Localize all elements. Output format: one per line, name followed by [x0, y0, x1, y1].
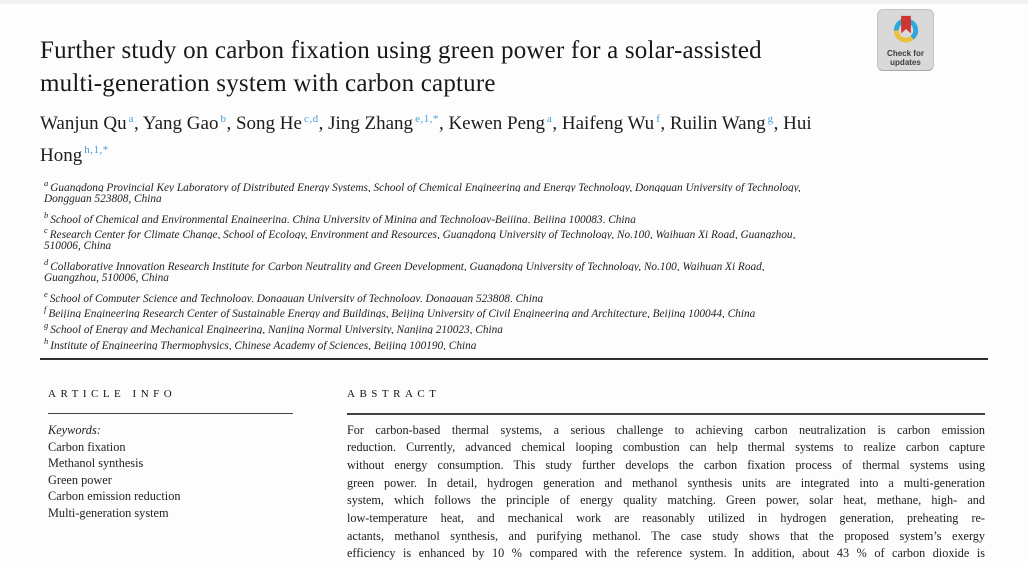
keywords-list	[48, 439, 293, 522]
author-affiliation-superscript: b	[220, 113, 227, 125]
author-affiliation-superscript: a	[128, 113, 134, 125]
affiliation-text: Institute of Engineering Thermophysics, Chinese Academy of Sciences, Beijing 100190, China	[50, 339, 477, 350]
author	[670, 113, 783, 134]
page-top-edge	[0, 0, 1028, 4]
affiliation-text: Guangzhou, 510006, China	[44, 271, 169, 284]
crossmark-logo-icon	[889, 13, 923, 49]
affiliation-line	[44, 192, 994, 208]
author	[236, 113, 328, 134]
affiliation-superscript: e	[44, 288, 48, 299]
affiliation-text: Research Center for Climate Change, School of Ecology, Environment and Resources, Guangdong University of Technology, No.100, Waihuan Xi Road, Guangzhou,	[49, 229, 796, 240]
affiliation-line	[44, 287, 994, 303]
author	[562, 113, 670, 134]
affiliation-line	[44, 223, 994, 239]
badge-label-line2: updates	[890, 58, 921, 67]
author-affiliation-superscript: e,1,*	[415, 113, 439, 125]
affiliation-line	[44, 318, 994, 334]
abstract-line: system, which follows the principle of energy quality matching. Green power, solar heat, methane, high- and	[347, 493, 985, 508]
keyword: Multi-generation system	[48, 505, 169, 520]
affiliation-list	[44, 176, 994, 350]
affiliation-superscript: c	[44, 225, 48, 236]
author-name: Kewen Peng	[448, 113, 546, 135]
affiliation-text: Guangdong Provincial Key Laboratory of Distributed Energy Systems, School of Chemical Engineering and Energy Technology, Dongguan University of Technology,	[50, 181, 801, 192]
author	[40, 113, 143, 134]
affiliation-superscript: h	[44, 335, 49, 346]
author-name: Yang Gao	[142, 113, 219, 135]
abstract-line: actants, methanol synthesis, and purifying methanol. The case study shows that the proposed system’s exergy	[347, 528, 985, 543]
badge-label-line1: Check for	[887, 49, 924, 58]
affiliation-line	[44, 302, 994, 318]
abstract-line: without energy consumption. This study further develops the carbon fixation process of thermal systems using	[347, 457, 985, 472]
abstract-section	[347, 388, 985, 562]
affiliation-text: School of Energy and Mechanical Engineering, Nanjing Normal University, Nanjing 210023, China	[50, 323, 503, 334]
affiliation-superscript: d	[44, 256, 49, 267]
affiliation-superscript: f	[44, 304, 47, 315]
affiliation-line	[44, 239, 994, 255]
author-name: Ruilin Wang	[669, 113, 766, 135]
affiliation-text: School of Chemical and Environmental Engineering, China University of Mining and Technology-Beijing, Beijing 100083, China	[50, 213, 636, 224]
affiliation-line	[44, 208, 994, 224]
affiliation-line	[44, 255, 994, 271]
author	[328, 113, 448, 134]
author-list	[40, 106, 860, 169]
author-name: Hui Hong	[40, 113, 812, 166]
author	[448, 113, 561, 134]
abstract-line: efficiency is enhanced by 10 % compared with the reference system. In addition, about 43 % of carbon dioxide is	[347, 546, 985, 561]
affiliation-text: Collaborative Innovation Research Institute for Carbon Neutrality and Green Development, Guangdong University of Technology, No.100, Waihuan Xi Road,	[50, 260, 765, 271]
author-affiliation-superscript: a	[547, 113, 553, 125]
author-name: Song He	[235, 113, 302, 135]
author-name: Wanjun Qu	[40, 113, 127, 135]
paper-title	[40, 34, 880, 100]
section-divider	[40, 358, 988, 360]
author-name: Haifeng Wu	[561, 113, 655, 135]
affiliation-line	[44, 176, 994, 192]
abstract-line: For carbon-based thermal systems, a serious challenge to achieving carbon neutralization is carbon emission	[347, 422, 985, 437]
affiliation-superscript: a	[44, 178, 49, 188]
abstract-heading: ABSTRACT	[347, 388, 441, 400]
article-info-section	[48, 388, 293, 521]
keyword: Methanol synthesis	[48, 456, 144, 470]
keyword: Green power	[48, 472, 112, 487]
article-info-heading: ARTICLE INFO	[48, 388, 177, 400]
keyword: Carbon fixation	[48, 439, 126, 454]
affiliation-superscript: g	[44, 320, 49, 331]
abstract-line: green power. In detail, hydrogen generation and methanol synthesis units are integrated into a multi-generation	[347, 475, 985, 490]
author-affiliation-superscript: g	[767, 113, 774, 125]
affiliation-line	[44, 271, 994, 287]
abstract-text	[347, 422, 985, 562]
author	[143, 113, 236, 134]
affiliation-text: School of Computer Science and Technology, Dongguan University of Technology, Dongguan 523808, China	[49, 292, 544, 303]
author-affiliation-superscript: f	[656, 113, 661, 125]
article-info-rule	[48, 413, 293, 414]
abstract-line: low-temperature heat, and mechanical work are reasonably utilized in hydrogen generation, preheating re-	[347, 510, 985, 525]
abstract-rule	[347, 413, 985, 415]
paper-title-line: multi-generation system with carbon capture	[40, 70, 496, 97]
keyword: Carbon emission reduction	[48, 489, 181, 503]
author-affiliation-superscript: h,1,*	[84, 144, 109, 157]
affiliation-text: 510006, China	[44, 240, 112, 253]
author-affiliation-superscript: c,d	[303, 113, 319, 125]
affiliation-line	[44, 334, 994, 350]
affiliation-superscript: b	[44, 209, 49, 220]
paper-title-line: Further study on carbon fixation using green power for a solar-assisted	[40, 37, 762, 64]
author-name: Jing Zhang	[328, 113, 414, 135]
affiliation-text: Beijing Engineering Research Center of Sustainable Energy and Buildings, Beijing University of Civil Engineering and Architecture, Beijing 100044, China	[48, 308, 756, 319]
check-for-updates-badge[interactable]	[877, 9, 934, 71]
abstract-line: reduction. Currently, advanced chemical looping combustion can help thermal systems to realize carbon capture	[347, 440, 985, 455]
keywords-label: Keywords:	[48, 423, 101, 437]
affiliation-text: Dongguan 523808, China	[44, 192, 162, 205]
